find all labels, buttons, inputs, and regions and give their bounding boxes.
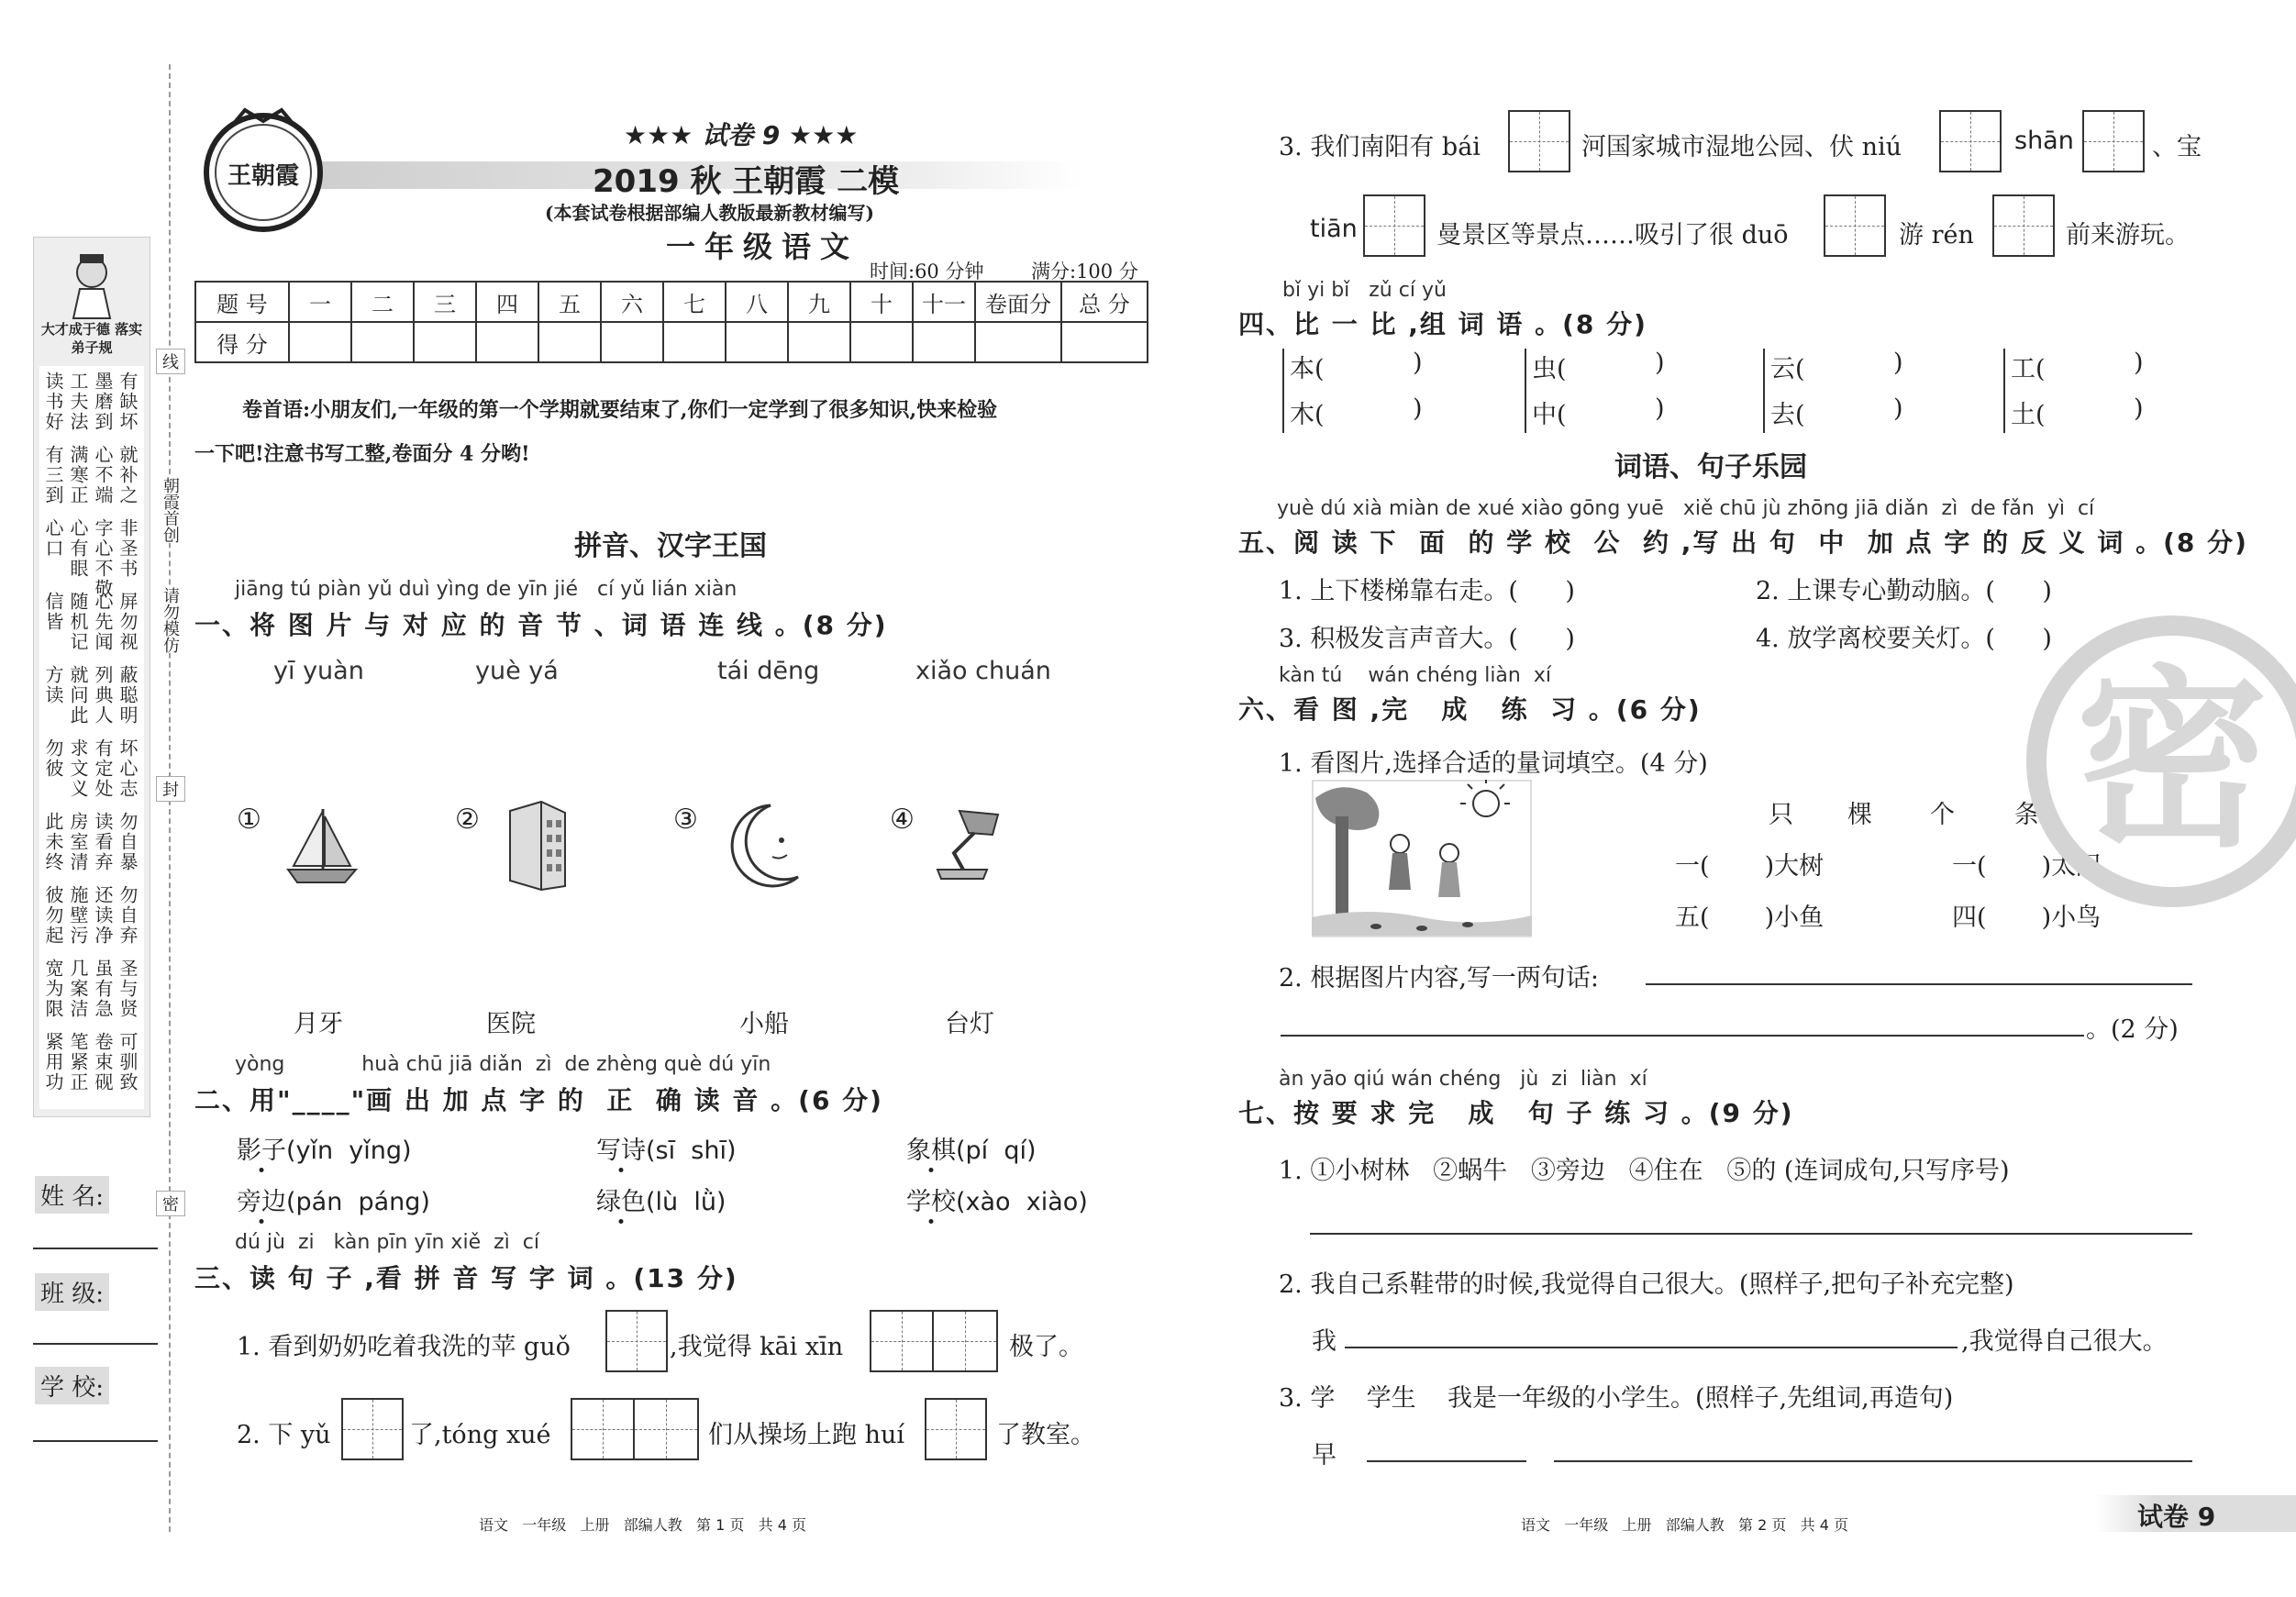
writing-grid-guo[interactable] bbox=[605, 1310, 668, 1372]
q2-item-4[interactable] bbox=[237, 1181, 430, 1217]
exam-subtitle: (本套试卷根据部编人教版最新教材编写) bbox=[545, 202, 874, 224]
q1-num-2: ② bbox=[455, 804, 480, 836]
q4-char-bottom: 土( bbox=[2011, 401, 2046, 429]
sidebar-school-label: 学 校: bbox=[35, 1367, 109, 1404]
q2-item-1[interactable] bbox=[237, 1130, 412, 1166]
q6-sub2: 2. 根据图片内容,写一两句话: bbox=[1279, 964, 1600, 993]
sidebar-poem-column: 有缺坏 bbox=[116, 372, 139, 432]
q3-s3-part-d: 、宝 bbox=[2152, 133, 2202, 161]
hospital-building-icon bbox=[505, 798, 571, 893]
q5-item-3[interactable]: 3. 积极发言声音大。( ) bbox=[1279, 625, 1575, 653]
sidebar-poem-column: 房室清 bbox=[67, 812, 89, 872]
secret-stamp-watermark bbox=[2025, 615, 2296, 908]
score-cell[interactable] bbox=[663, 322, 726, 362]
q3-s3-part-h: 前来游玩。 bbox=[2066, 221, 2190, 250]
margin-note-5: 密 bbox=[156, 1191, 185, 1216]
q5-item-1[interactable]: 1. 上下楼梯靠右走。( ) bbox=[1279, 577, 1575, 605]
q7-answer-line-2[interactable] bbox=[1345, 1347, 1958, 1348]
q6-title: 六、看 图 ,完 成 练 习 。(6 分) bbox=[1238, 694, 1702, 725]
sidebar-poem-column: 方读 bbox=[42, 665, 64, 705]
q5-title: 五、阅 读 下 面 的 学 校 公 约 ,写 出 句 中 加 点 字 的 反 义 词 。(8 分) bbox=[1238, 527, 2248, 558]
q7-s1: 1. ①小树林 ②蜗牛 ③旁边 ④住在 ⑤的 (连词成句,只写序号) bbox=[1279, 1157, 2010, 1185]
q4-pinyin: bǐ yi bǐ zǔ cí yǔ bbox=[1282, 279, 1447, 302]
q2-item-2[interactable] bbox=[596, 1130, 736, 1166]
sidebar-poem-column: 有三到 bbox=[42, 445, 64, 505]
q4-char-top: 本( bbox=[1290, 355, 1325, 383]
q4-pair-3[interactable] bbox=[1763, 349, 1921, 433]
score-cell[interactable] bbox=[975, 322, 1061, 362]
q6-measure-word-4: 条 bbox=[2014, 801, 2039, 829]
sidebar-poem-column: 心口 bbox=[42, 518, 64, 559]
score-cell[interactable] bbox=[289, 322, 351, 362]
q1-pinyin: jiāng tú piàn yǔ duì yìng de yīn jié cí yǔ lián xiàn bbox=[235, 578, 738, 601]
sidebar-poem-column: 还读净 bbox=[92, 885, 114, 946]
q3-title: 三、读 句 子 ,看 拼 音 写 字 词 。(13 分) bbox=[194, 1263, 738, 1293]
score-row-label: 得 分 bbox=[195, 322, 289, 362]
q4-pair-1[interactable] bbox=[1282, 349, 1440, 433]
q3-s2-part-a: 2. 下 yǔ bbox=[237, 1421, 331, 1449]
q4-close-paren: ) bbox=[1655, 394, 1665, 423]
q3-s2-part-d: 了教室。 bbox=[996, 1421, 1095, 1449]
q4-close-paren: ) bbox=[2134, 394, 2144, 423]
score-head-cell: 五 bbox=[538, 282, 601, 322]
sidebar-poem-column: 屏勿视 bbox=[116, 592, 139, 652]
q3-s3-part-c: shān bbox=[2014, 127, 2074, 155]
stamp-char: 密 bbox=[2075, 649, 2269, 873]
q7-s2-end: ,我觉得自己很大。 bbox=[1961, 1327, 2168, 1356]
sidebar-poem-column: 可驯致 bbox=[116, 1032, 139, 1092]
sidebar-poem-column: 几案洁 bbox=[67, 959, 89, 1019]
margin-note-1: 线 bbox=[156, 349, 185, 374]
q3-s3-part-b: 河国家城市湿地公园、伏 niú bbox=[1581, 133, 1902, 161]
score-cell[interactable] bbox=[538, 322, 601, 362]
q6-answer-line-1[interactable] bbox=[1646, 983, 2192, 985]
score-cell[interactable] bbox=[601, 322, 663, 362]
q2-word: 写诗 bbox=[596, 1137, 646, 1165]
score-head-cell: 八 bbox=[726, 282, 788, 322]
q1-syllable-3: tái dēng bbox=[717, 657, 820, 685]
sidebar-poem-column: 工夫法 bbox=[67, 372, 89, 432]
sidebar-poem-column: 读看弃 bbox=[92, 812, 114, 872]
q2-item-5[interactable] bbox=[596, 1181, 726, 1217]
writing-grid-shan[interactable] bbox=[2082, 110, 2145, 172]
sidebar-poem-column: 勿彼 bbox=[42, 738, 64, 779]
q3-s1-part-b: ,我觉得 kāi xīn bbox=[670, 1333, 844, 1361]
score-table bbox=[194, 281, 1148, 363]
writing-grid-duo[interactable] bbox=[1824, 194, 1886, 257]
score-head-cell: 总 分 bbox=[1061, 282, 1148, 322]
writing-grid-bai[interactable] bbox=[1508, 110, 1570, 172]
sidebar-poem-column: 随机记 bbox=[67, 592, 89, 652]
q1-syllable-4: xiǎo chuán bbox=[915, 657, 1051, 685]
brand-logo bbox=[194, 99, 332, 237]
score-cell[interactable] bbox=[726, 322, 788, 362]
q4-char-top: 工( bbox=[2011, 355, 2046, 383]
score-head-cell: 十 bbox=[850, 282, 913, 322]
q3-pinyin: dú jù zi kàn pīn yīn xiě zì cí bbox=[235, 1231, 539, 1254]
q4-pair-4[interactable] bbox=[2003, 349, 2161, 433]
q6-measure-word-2: 棵 bbox=[1847, 801, 1872, 829]
sidebar-poem-column: 彼勿起 bbox=[42, 885, 64, 946]
q1-word-4: 台灯 bbox=[945, 1010, 994, 1038]
q7-title: 七、按 要 求 完 成 句 子 练 习 。(9 分) bbox=[1238, 1098, 1794, 1128]
q7-answer-line-4[interactable] bbox=[1554, 1460, 2192, 1462]
desk-lamp-icon bbox=[923, 802, 1011, 884]
q7-pinyin: àn yāo qiú wán chéng jù zi liàn xí bbox=[1279, 1068, 1647, 1091]
writing-grid-niu[interactable] bbox=[1939, 110, 2002, 172]
q2-title: 二、用"____"画 出 加 点 字 的 正 确 读 音 。(6 分) bbox=[194, 1085, 883, 1115]
q4-close-paren: ) bbox=[1893, 394, 1903, 423]
q1-word-2: 医院 bbox=[486, 1010, 536, 1038]
q2-word: 绿色 bbox=[596, 1188, 646, 1216]
sidebar-poem-column: 满寒正 bbox=[67, 445, 89, 505]
q6-blank-2[interactable]: 一( )太阳 bbox=[1952, 852, 2102, 881]
q2-item-3[interactable] bbox=[906, 1130, 1037, 1166]
q6-blank-3[interactable]: 五( )小鱼 bbox=[1675, 904, 1825, 932]
q6-measure-word-1: 只 bbox=[1769, 801, 1793, 829]
q3-s1-part-c: 极了。 bbox=[1009, 1333, 1083, 1361]
sidebar-poem-column: 此未终 bbox=[42, 812, 64, 872]
sidebar-poem-column: 求文义 bbox=[67, 738, 89, 799]
sidebar-poem-column: 就补之 bbox=[116, 445, 139, 505]
section-title-pinyin: 拼音、汉字王国 bbox=[574, 530, 767, 562]
q2-options: (lù lǜ) bbox=[646, 1188, 727, 1216]
q2-word: 象棋 bbox=[906, 1137, 956, 1165]
section-title-words: 词语、句子乐园 bbox=[1614, 451, 1807, 483]
score-cell[interactable] bbox=[476, 322, 538, 362]
q3-s1-part-a: 1. 看到奶奶吃着我洗的苹 guǒ bbox=[237, 1333, 571, 1361]
writing-grid-hui[interactable] bbox=[925, 1398, 987, 1460]
footer-tag: 试卷 9 bbox=[2137, 1502, 2216, 1532]
q4-char-bottom: 木( bbox=[1290, 401, 1325, 429]
footer-right: 语文 一年级 上册 部编人教 第 2 页 共 4 页 bbox=[1521, 1516, 1848, 1534]
footer-left: 语文 一年级 上册 部编人教 第 1 页 共 4 页 bbox=[479, 1516, 806, 1534]
time-label: 时间:60 分钟 bbox=[870, 261, 984, 283]
sidebar-poem-column: 宽为限 bbox=[42, 959, 64, 1019]
q7-answer-line-1[interactable] bbox=[1310, 1233, 2192, 1235]
score-head-cell: 七 bbox=[663, 282, 726, 322]
q3-s2-part-b: 了,tóng xué bbox=[409, 1421, 551, 1449]
q4-char-bottom: 中( bbox=[1532, 401, 1567, 429]
sidebar-poem-column: 读书好 bbox=[42, 372, 64, 432]
q3-s3-part-a: 3. 我们南阳有 bái bbox=[1279, 133, 1481, 161]
intro-line-2: 一下吧!注意书写工整,卷面分 4 分哟! bbox=[194, 442, 530, 466]
score-cell[interactable] bbox=[1061, 322, 1148, 362]
q5-pinyin: yuè dú xià miàn de xué xiào gōng yuē xiě chū jù zhōng jiā diǎn zì de fǎn yì cí bbox=[1277, 497, 2095, 520]
score-head-cell: 九 bbox=[788, 282, 850, 322]
score-head-cell: 十一 bbox=[913, 282, 975, 322]
sidebar-poem-column: 就问此 bbox=[67, 665, 89, 726]
q2-item-6[interactable] bbox=[906, 1181, 1088, 1217]
q7-s2-start: 我 bbox=[1312, 1327, 1337, 1356]
full-score-label: 满分:100 分 bbox=[1031, 261, 1138, 283]
q2-options: (sī shī) bbox=[646, 1137, 737, 1165]
q6-sub1: 1. 看图片,选择合适的量词填空。(4 分) bbox=[1279, 749, 1708, 778]
name-line[interactable] bbox=[33, 1248, 158, 1249]
sidebar-class-label: 班 级: bbox=[35, 1273, 109, 1311]
score-head-cell: 三 bbox=[414, 282, 476, 322]
sidebar-poem-column: 心不端 bbox=[92, 445, 114, 505]
writing-grid-tongxue[interactable] bbox=[571, 1398, 699, 1460]
q2-options: (xào xiào) bbox=[956, 1188, 1088, 1216]
writing-grid-tian[interactable] bbox=[1363, 194, 1425, 257]
q7-s3-start: 早 bbox=[1312, 1441, 1337, 1469]
writing-grid-yu[interactable] bbox=[341, 1398, 404, 1460]
score-header-row bbox=[195, 282, 1148, 322]
q1-num-4: ④ bbox=[890, 804, 915, 836]
sidebar-poem-column: 心先闻 bbox=[92, 592, 114, 652]
q1-num-1: ① bbox=[237, 804, 261, 836]
q6-pinyin: kàn tú wán chéng liàn xí bbox=[1279, 664, 1551, 687]
score-head-cell: 四 bbox=[476, 282, 538, 322]
q4-char-top: 虫( bbox=[1532, 355, 1567, 383]
q4-title: 四、比 一 比 ,组 词 语 。(8 分) bbox=[1238, 309, 1647, 339]
q5-item-2[interactable]: 2. 上课专心勤动脑。( ) bbox=[1756, 577, 2052, 605]
q5-item-4[interactable]: 4. 放学离校要关灯。( ) bbox=[1756, 625, 2052, 653]
scholar-figure-icon bbox=[60, 247, 124, 320]
sidebar-poem-column: 勿自暴 bbox=[116, 812, 139, 872]
margin-note-4: 封 bbox=[156, 776, 185, 802]
q1-syllable-2: yuè yá bbox=[475, 657, 559, 685]
sidebar-poem-column: 信皆 bbox=[42, 592, 64, 632]
q1-syllable-1: yī yuàn bbox=[273, 657, 364, 685]
sidebar-poem-column: 卷束砚 bbox=[92, 1032, 114, 1092]
q1-title: 一、将 图 片 与 对 应 的 音 节 、词 语 连 线 。(8 分) bbox=[194, 610, 888, 640]
q4-close-paren: ) bbox=[1413, 349, 1423, 377]
sidebar-poem-column: 虽有急 bbox=[92, 959, 114, 1019]
score-head-cell: 题 号 bbox=[195, 282, 289, 322]
q4-pair-2[interactable] bbox=[1525, 349, 1682, 433]
class-line[interactable] bbox=[33, 1343, 158, 1345]
score-head-cell: 卷面分 bbox=[975, 282, 1061, 322]
sidebar-name-label: 姓 名: bbox=[35, 1176, 109, 1214]
score-value-row bbox=[195, 322, 1148, 362]
q2-word: 旁边 bbox=[237, 1188, 286, 1216]
q1-word-1: 月牙 bbox=[294, 1010, 343, 1038]
intro-line-1: 卷首语:小朋友们,一年级的第一个学期就要结束了,你们一定学到了很多知识,快来检验 bbox=[242, 398, 998, 422]
score-cell[interactable] bbox=[351, 322, 414, 362]
sidebar-poem-column: 有定处 bbox=[92, 738, 114, 799]
q7-answer-line-3[interactable] bbox=[1367, 1460, 1526, 1462]
grade-subject: 一年级语文 bbox=[666, 229, 860, 264]
margin-note-2: 朝霞首创 bbox=[158, 477, 182, 543]
q6-measure-word-3: 个 bbox=[1930, 801, 1955, 829]
q4-close-paren: ) bbox=[1893, 349, 1903, 377]
sidebar-poem-column: 非圣书 bbox=[116, 518, 139, 579]
q2-word: 学校 bbox=[906, 1188, 956, 1216]
sidebar-motto-panel bbox=[33, 237, 150, 1117]
sidebar-poem-column: 勿自弃 bbox=[116, 885, 139, 946]
q2-pinyin: yòng huà chū jiā diǎn zì de zhèng què dú yīn bbox=[235, 1053, 771, 1076]
q4-close-paren: ) bbox=[1655, 349, 1665, 377]
sidebar-poem-column: 圣与贤 bbox=[116, 959, 139, 1019]
q2-options: (pán páng) bbox=[286, 1188, 430, 1216]
score-cell[interactable] bbox=[788, 322, 850, 362]
q3-s3-part-f: 曼景区等景点……吸引了很 duō bbox=[1436, 221, 1789, 250]
sidebar-poem-column: 心有眼 bbox=[67, 518, 89, 579]
sidebar-poem-column: 笔紧正 bbox=[67, 1032, 89, 1092]
writing-grid-kaixin[interactable] bbox=[870, 1310, 998, 1372]
sidebar-poem-column: 紧用功 bbox=[42, 1032, 64, 1092]
q4-close-paren: ) bbox=[2134, 349, 2144, 377]
park-scene-picture bbox=[1312, 780, 1532, 937]
sidebar-poem-column: 施壁污 bbox=[67, 885, 89, 946]
crescent-moon-icon bbox=[715, 800, 804, 892]
sidebar-poem bbox=[39, 366, 144, 1109]
score-head-cell: 一 bbox=[289, 282, 351, 322]
q7-s3: 3. 学 学生 我是一年级的小学生。(照样子,先组词,再造句) bbox=[1279, 1384, 1954, 1413]
q1-num-3: ③ bbox=[673, 804, 698, 836]
sailboat-icon bbox=[283, 802, 361, 888]
sidebar-poem-column: 墨磨到 bbox=[92, 372, 114, 432]
sidebar-poem-column: 坏心志 bbox=[116, 738, 139, 799]
q3-s3-part-g: 游 rén bbox=[1899, 221, 1974, 250]
q7-s2: 2. 我自己系鞋带的时候,我觉得自己很大。(照样子,把句子补充完整) bbox=[1279, 1270, 2014, 1299]
q3-s3-part-e: tiān bbox=[1310, 215, 1358, 243]
score-head-cell: 六 bbox=[601, 282, 663, 322]
paper-tag: ★★★ 试卷 9 ★★★ bbox=[624, 120, 859, 150]
q2-options: (yǐn yǐng) bbox=[286, 1137, 412, 1165]
q2-word: 影子 bbox=[237, 1137, 286, 1165]
svg-text:王朝霞: 王朝霞 bbox=[227, 162, 300, 190]
q3-s2-part-c: 们从操场上跑 huí bbox=[708, 1421, 904, 1449]
score-cell[interactable] bbox=[850, 322, 913, 362]
q2-options: (pí qí) bbox=[956, 1137, 1037, 1165]
sidebar-poem-column: 字心不敬 bbox=[92, 518, 114, 599]
q6-sub2-score: 。(2 分) bbox=[2086, 1015, 2179, 1044]
sidebar-poem-column: 列典人 bbox=[92, 665, 114, 726]
writing-grid-ren[interactable] bbox=[1992, 194, 2055, 257]
q4-char-bottom: 去( bbox=[1770, 401, 1805, 429]
score-cell[interactable] bbox=[913, 322, 975, 362]
sidebar-poem-column: 蔽聪明 bbox=[116, 665, 139, 726]
exam-title: 2019 秋 王朝霞 二模 bbox=[593, 163, 900, 200]
q1-word-3: 小船 bbox=[739, 1010, 789, 1038]
school-line[interactable] bbox=[33, 1440, 158, 1442]
q4-close-paren: ) bbox=[1413, 394, 1423, 423]
q4-char-top: 云( bbox=[1770, 355, 1805, 383]
q6-blank-4[interactable]: 四( )小鸟 bbox=[1952, 904, 2102, 932]
score-head-cell: 二 bbox=[351, 282, 414, 322]
score-cell[interactable] bbox=[414, 322, 476, 362]
q6-blank-1[interactable]: 一( )大树 bbox=[1675, 852, 1825, 881]
margin-note-3: 请勿模仿 bbox=[158, 587, 182, 653]
q6-answer-line-2[interactable] bbox=[1281, 1035, 2084, 1037]
sidebar-motto: 大才成于德 落实弟子规 bbox=[40, 321, 143, 356]
